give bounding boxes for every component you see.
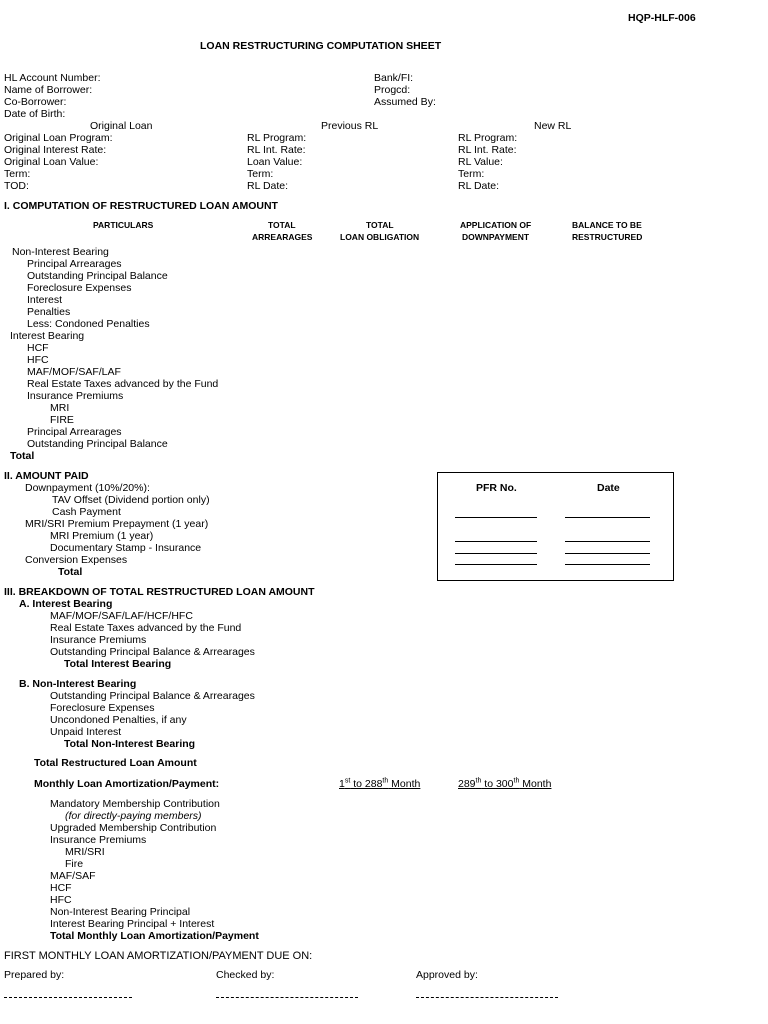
col-application: APPLICATION OF xyxy=(460,220,532,230)
pfr-line xyxy=(455,553,537,554)
col-particulars: PARTICULARS xyxy=(93,220,154,230)
previous-row: RL Date: xyxy=(247,180,289,192)
list-item: Interest Bearing Principal + Interest xyxy=(50,918,215,930)
list-item: MAF/MOF/SAF/LAF xyxy=(27,366,121,378)
date-line xyxy=(565,541,650,542)
list-item: Interest xyxy=(27,294,63,306)
section-1-title: I. COMPUTATION OF RESTRUCTURED LOAN AMOUNT xyxy=(4,200,278,212)
assumed-by-label: Assumed By: xyxy=(374,96,436,108)
list-item: Insurance Premiums xyxy=(50,634,147,646)
total-restructured-amount: Total Restructured Loan Amount xyxy=(34,757,197,769)
approved-by-label: Approved by: xyxy=(416,969,478,981)
co-borrower-label: Co-Borrower: xyxy=(4,96,67,108)
hl-account-label: HL Account Number: xyxy=(4,72,101,84)
list-item: Insurance Premiums xyxy=(50,834,147,846)
list-item: TAV Offset (Dividend portion only) xyxy=(52,494,210,506)
list-item: Real Estate Taxes advanced by the Fund xyxy=(50,622,242,634)
interest-heading: Interest Bearing xyxy=(10,330,85,342)
checked-signature-line xyxy=(216,997,358,998)
list-item: MRI xyxy=(50,402,70,414)
checked-by-label: Checked by: xyxy=(216,969,275,981)
period-1-label: 1st to 288th Month xyxy=(339,777,421,790)
original-row: Original Interest Rate: xyxy=(4,144,107,156)
pfr-no-label: PFR No. xyxy=(476,482,517,494)
total-interest-bearing: Total Interest Bearing xyxy=(64,658,172,670)
list-item: FIRE xyxy=(50,414,74,426)
list-item: Principal Arrearages xyxy=(27,258,122,270)
col-total-obligation: LOAN OBLIGATION xyxy=(340,232,420,242)
list-item: HFC xyxy=(27,354,49,366)
original-row: Original Loan Program: xyxy=(4,132,113,144)
approved-signature-line xyxy=(416,997,558,998)
pfr-line xyxy=(455,541,537,542)
list-item: Insurance Premiums xyxy=(27,390,124,402)
list-item: HCF xyxy=(27,342,49,354)
col-total-obligation: TOTAL xyxy=(366,220,394,230)
original-row: TOD: xyxy=(4,180,29,192)
subsection-a-title: A. Interest Bearing xyxy=(19,598,113,610)
pfr-line xyxy=(455,517,537,518)
progcd-label: Progcd: xyxy=(374,84,411,96)
col-application: DOWNPAYMENT xyxy=(462,232,530,242)
list-item: Principal Arrearages xyxy=(27,426,122,438)
previous-row: Term: xyxy=(247,168,274,180)
list-item: Non-Interest Bearing Principal xyxy=(50,906,191,918)
list-item: Uncondoned Penalties, if any xyxy=(50,714,187,726)
list-item: Cash Payment xyxy=(52,506,121,518)
list-item: Foreclosure Expenses xyxy=(50,702,155,714)
date-line xyxy=(565,553,650,554)
list-item: HCF xyxy=(50,882,72,894)
list-item: Outstanding Principal Balance & Arrearages xyxy=(50,646,255,658)
previous-row: RL Int. Rate: xyxy=(247,144,306,156)
list-item: Outstanding Principal Balance & Arrearages xyxy=(50,690,255,702)
prepared-signature-line xyxy=(4,997,132,998)
dob-label: Date of Birth: xyxy=(4,108,66,120)
list-item: MRI/SRI Premium Prepayment (1 year) xyxy=(25,518,209,530)
total-monthly-amortization: Total Monthly Loan Amortization/Payment xyxy=(50,930,259,942)
monthly-amortization-label: Monthly Loan Amortization/Payment: xyxy=(34,778,220,790)
col-total-arrearages: TOTAL xyxy=(268,220,296,230)
original-row: Term: xyxy=(4,168,31,180)
col-balance: BALANCE TO BE xyxy=(572,220,642,230)
section-2-total: Total xyxy=(58,566,83,578)
new-rl-heading: New RL xyxy=(534,120,572,132)
previous-row: Loan Value: xyxy=(247,156,303,168)
date-line xyxy=(565,564,650,565)
period-2-label: 289th to 300th Month xyxy=(458,777,552,790)
section-1-total: Total xyxy=(10,450,35,462)
mmc-note: (for directly-paying members) xyxy=(65,810,202,822)
section-3-title: III. BREAKDOWN OF TOTAL RESTRUCTURED LOAN AMOUNT xyxy=(4,586,315,598)
page-title: LOAN RESTRUCTURING COMPUTATION SHEET xyxy=(200,40,442,52)
col-balance: RESTRUCTURED xyxy=(572,232,643,242)
new-row: Term: xyxy=(458,168,485,180)
list-item: Real Estate Taxes advanced by the Fund xyxy=(27,378,219,390)
list-item: MAF/MOF/SAF/LAF/HCF/HFC xyxy=(50,610,193,622)
pfr-line xyxy=(455,564,537,565)
list-item: Upgraded Membership Contribution xyxy=(50,822,217,834)
borrower-label: Name of Borrower: xyxy=(4,84,93,96)
non-interest-heading: Non-Interest Bearing xyxy=(12,246,109,258)
list-item: Less: Condoned Penalties xyxy=(27,318,150,330)
previous-row: RL Program: xyxy=(247,132,307,144)
bank-fi-label: Bank/FI: xyxy=(374,72,414,84)
original-row: Original Loan Value: xyxy=(4,156,99,168)
subsection-b-title: B. Non-Interest Bearing xyxy=(19,678,137,690)
list-item: Penalties xyxy=(27,306,71,318)
new-row: RL Value: xyxy=(458,156,503,168)
list-item: Downpayment (10%/20%): xyxy=(25,482,150,494)
new-row: RL Program: xyxy=(458,132,518,144)
section-2-title: II. AMOUNT PAID xyxy=(4,470,89,482)
new-row: RL Date: xyxy=(458,180,500,192)
form-code: HQP-HLF-006 xyxy=(628,12,696,24)
list-item: MRI/SRI xyxy=(65,846,105,858)
new-row: RL Int. Rate: xyxy=(458,144,517,156)
list-item: Documentary Stamp - Insurance xyxy=(50,542,202,554)
prepared-by-label: Prepared by: xyxy=(4,969,65,981)
list-item: MAF/SAF xyxy=(50,870,96,882)
list-item: Outstanding Principal Balance xyxy=(27,270,168,282)
list-item: Foreclosure Expenses xyxy=(27,282,132,294)
col-total-arrearages: ARREARAGES xyxy=(252,232,313,242)
original-loan-heading: Original Loan xyxy=(90,120,153,132)
total-non-interest-bearing: Total Non-Interest Bearing xyxy=(64,738,196,750)
list-item: Fire xyxy=(65,858,84,870)
date-line xyxy=(565,517,650,518)
list-item: Mandatory Membership Contribution xyxy=(50,798,220,810)
date-label: Date xyxy=(597,482,620,494)
list-item: Conversion Expenses xyxy=(25,554,128,566)
list-item: HFC xyxy=(50,894,72,906)
list-item: Unpaid Interest xyxy=(50,726,122,738)
previous-rl-heading: Previous RL xyxy=(321,120,379,132)
list-item: MRI Premium (1 year) xyxy=(50,530,154,542)
list-item: Outstanding Principal Balance xyxy=(27,438,168,450)
first-due-label: FIRST MONTHLY LOAN AMORTIZATION/PAYMENT DUE ON: xyxy=(4,950,313,962)
